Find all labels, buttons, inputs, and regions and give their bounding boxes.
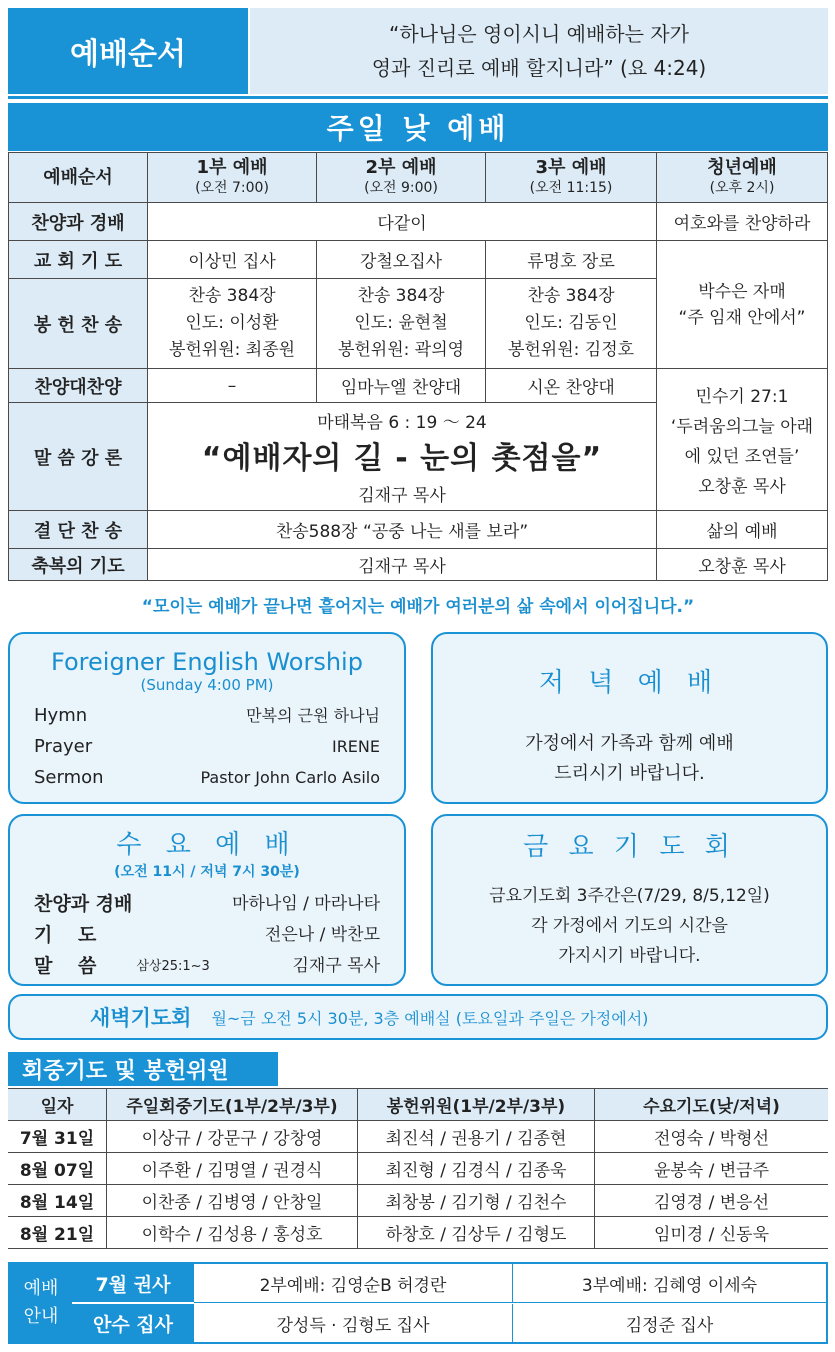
table-row: 7월 31일 이상규 / 강문구 / 강창영 최진석 / 권용기 / 김종현 전영숙 / 박형선 (8, 1121, 828, 1153)
worship-guide: 예배 안내 7월 권사 안수 집사 2부예배: 김영순B 허경란 3부예배: 김혜영 이세숙 강성득 · 김형도 집사 김정준 집사 (8, 1262, 828, 1344)
quote-line-2: 영과 진리로 예배 할지니라” (요 4:24) (371, 56, 707, 80)
sermon-preacher: 김재구 목사 (358, 485, 446, 506)
row-closing-hymn: 결 단 찬 송 찬송588장 “공중 나는 새를 보라” 삶의 예배 (9, 511, 828, 549)
english-item-sermon: Sermon Pastor John Carlo Asilo (34, 767, 380, 788)
english-worship-title: Foreigner English Worship (51, 648, 363, 676)
dawn-prayer-title: 새벽기도회 (90, 1006, 192, 1030)
divider (8, 96, 828, 99)
table-row: 8월 21일 이학수 / 김성용 / 홍성호 하창호 / 김상두 / 김형도 임미경 / 신동욱 (8, 1217, 828, 1249)
header-quote (250, 8, 828, 94)
row-sermon: 말 씀 강 론 마태복음 6 : 19 ～ 24 “예배자의 길 - 눈의 촛점을” 김재구 목사 (9, 403, 828, 511)
youth-sermon: 민수기 27:1 ‘두려움의그늘 아래 에 있던 조연들’ 오창훈 목사 (657, 369, 828, 511)
guide-label: 예배 안내 (10, 1264, 72, 1342)
english-item-prayer: Prayer IRENE (34, 736, 380, 757)
guide-row1-label: 7월 권사 (72, 1264, 194, 1304)
sermon-scripture: 마태복음 6 : 19 ～ 24 (317, 412, 487, 433)
wednesday-item-sermon: 말 씀 삼상25:1~3 김재구 목사 (34, 955, 380, 977)
guide-row2-label: 안수 집사 (72, 1304, 194, 1342)
english-worship-box (8, 632, 406, 804)
header-title: 예배순서 (8, 8, 248, 94)
col-header-youth: 청년예배 (오후 2시) (657, 153, 828, 203)
footer-note: “모이는 예배가 끝나면 흩어지는 예배가 여러분의 삶 속에서 이어집니다.” (141, 597, 695, 617)
col-header-2nd: 2부 예배 (오전 9:00) (317, 153, 486, 203)
prayer-table-title: 회중기도 및 봉헌위원 (8, 1052, 278, 1086)
col-header-3rd: 3부 예배 (오전 11:15) (486, 153, 657, 203)
english-item-hymn: Hymn 만복의 근원 하나님 (34, 705, 380, 726)
wednesday-worship-title: 수 요 예 배 (116, 830, 298, 860)
sunday-service-table (8, 152, 828, 581)
dawn-prayer-text: 월~금 오전 5시 30분, 3층 예배실 (토요일과 주일은 가정에서) (211, 1008, 649, 1028)
row-benediction: 축복의 기도 김재구 목사 오창훈 목사 (9, 549, 828, 581)
wednesday-worship-time: (오전 11시 / 저녁 7시 30분) (114, 864, 300, 880)
col-header-order: 예배순서 (9, 153, 148, 203)
table-row: 8월 14일 이찬종 / 김병영 / 안창일 최창봉 / 김기형 / 김천수 김영경 / 변응선 (8, 1185, 828, 1217)
quote-line-1: “하나님은 영이시니 예배하는 자가 (389, 22, 689, 46)
youth-special-song: 박수은 자매 “주 임재 안에서” (657, 241, 828, 369)
wednesday-item-praise: 찬양과 경배 마하나임 / 마라나타 (34, 893, 380, 915)
row-choir: 찬양대찬양 – 임마누엘 찬양대 시온 찬양대 민수기 27:1 ‘두려움의그늘 아래 에 있던 조연들’ 오창훈 목사 (9, 369, 828, 403)
dawn-prayer-bar (8, 994, 828, 1040)
table-row: 8월 07일 이주환 / 김명열 / 권경식 최진형 / 김경식 / 김종욱 윤봉숙 / 변금주 (8, 1153, 828, 1185)
table-header-row (9, 153, 828, 203)
col-header-1st: 1부 예배 (오전 7:00) (148, 153, 317, 203)
friday-prayer-box: 금 요 기 도 회 금요기도회 3주간은(7/29, 8/5,12일) 각 가정에서 기도의 시간을 가지시기 바랍니다. (431, 814, 828, 986)
evening-worship-title: 저 녁 예 배 (538, 668, 721, 698)
sunday-service-title: 주일 낮 예배 (8, 103, 828, 151)
prayer-table (8, 1088, 828, 1249)
sermon-title: “예배자의 길 - 눈의 촛점을” (201, 440, 603, 476)
row-praise: 찬양과 경배 다같이 여호와를 찬양하라 (9, 203, 828, 241)
evening-worship-box: 저 녁 예 배 가정에서 가족과 함께 예배 드리시기 바랍니다. (431, 632, 828, 804)
row-prayer: 교 회 기 도 이상민 집사 강철오집사 류명호 장로 박수은 자매 “주 임재 안에서” (9, 241, 828, 279)
wednesday-worship-box (8, 814, 406, 986)
friday-prayer-title: 금 요 기 도 회 (523, 832, 736, 862)
english-worship-time: (Sunday 4:00 PM) (140, 676, 274, 694)
prayer-table-header: 일자 주일회중기도(1부/2부/3부) 봉헌위원(1부/2부/3부) 수요기도(낮/저녁) (8, 1089, 828, 1121)
row-offering: 봉 헌 찬 송 찬송 384장 인도: 이성환 봉헌위원: 최종원 찬송 384장 인도: 윤현철 봉헌위원: 곽의영 찬송 384장 인도: 김동인 봉헌위원: 김정호 (9, 279, 828, 369)
wednesday-item-prayer: 기 도 전은나 / 박찬모 (34, 924, 380, 946)
